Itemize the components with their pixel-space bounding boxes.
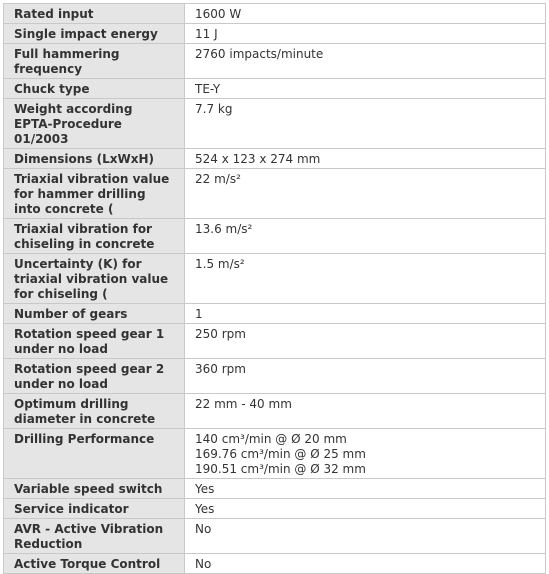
- spec-row: [4, 254, 546, 304]
- spec-value-line: 13.6 m/s²: [195, 222, 253, 236]
- spec-value-line: Yes: [195, 482, 215, 496]
- spec-table-container: [3, 3, 546, 574]
- spec-value: [185, 24, 546, 44]
- spec-label: Drilling Performance: [4, 429, 185, 479]
- spec-label: Single impact energy: [4, 24, 185, 44]
- spec-value: [185, 169, 546, 219]
- spec-value-line: 169.76 cm³/min @ Ø 25 mm: [195, 447, 366, 461]
- spec-value: [185, 254, 546, 304]
- spec-value-line: 140 cm³/min @ Ø 20 mm: [195, 432, 347, 446]
- spec-row: [4, 99, 546, 149]
- spec-value: [185, 4, 546, 24]
- spec-label: Dimensions (LxWxH): [4, 149, 185, 169]
- spec-value: [185, 324, 546, 359]
- spec-label: Triaxial vibration for chiseling in concrete: [4, 219, 185, 254]
- spec-value-line: 190.51 cm³/min @ Ø 32 mm: [195, 462, 366, 476]
- spec-row: [4, 304, 546, 324]
- spec-label: Uncertainty (K) for triaxial vibration value for chiseling (: [4, 254, 185, 304]
- spec-value: [185, 519, 546, 554]
- spec-value: [185, 99, 546, 149]
- spec-table-body: [4, 4, 546, 574]
- spec-row: [4, 324, 546, 359]
- spec-value: [185, 79, 546, 99]
- spec-value: [185, 429, 546, 479]
- spec-row: [4, 519, 546, 554]
- spec-row: [4, 394, 546, 429]
- spec-label: Active Torque Control: [4, 554, 185, 574]
- spec-value-line: 250 rpm: [195, 327, 246, 341]
- spec-row: [4, 359, 546, 394]
- spec-value-line: No: [195, 557, 212, 571]
- spec-label: Triaxial vibration value for hammer drilling into concrete (: [4, 169, 185, 219]
- spec-table: [3, 3, 546, 574]
- spec-row: [4, 429, 546, 479]
- spec-value-line: Yes: [195, 502, 215, 516]
- spec-value-line: 2760 impacts/minute: [195, 47, 324, 61]
- spec-value: [185, 304, 546, 324]
- spec-label: Full hammering frequency: [4, 44, 185, 79]
- spec-value-line: 360 rpm: [195, 362, 246, 376]
- spec-label: Number of gears: [4, 304, 185, 324]
- spec-value: [185, 219, 546, 254]
- spec-value: [185, 479, 546, 499]
- spec-row: [4, 479, 546, 499]
- spec-label: Optimum drilling diameter in concrete: [4, 394, 185, 429]
- spec-row: [4, 79, 546, 99]
- spec-row: [4, 4, 546, 24]
- spec-label: Service indicator: [4, 499, 185, 519]
- spec-value: [185, 394, 546, 429]
- spec-value-line: No: [195, 522, 212, 536]
- spec-row: [4, 149, 546, 169]
- spec-row: [4, 499, 546, 519]
- spec-label: Rotation speed gear 1 under no load: [4, 324, 185, 359]
- spec-label: AVR - Active Vibration Reduction: [4, 519, 185, 554]
- spec-value-line: 1.5 m/s²: [195, 257, 245, 271]
- spec-value-line: 1: [195, 307, 203, 321]
- spec-value-line: 22 mm - 40 mm: [195, 397, 292, 411]
- spec-value-line: 1600 W: [195, 7, 242, 21]
- spec-label: Chuck type: [4, 79, 185, 99]
- spec-value-line: 11 J: [195, 27, 218, 41]
- spec-value: [185, 359, 546, 394]
- spec-row: [4, 44, 546, 79]
- spec-label: Rotation speed gear 2 under no load: [4, 359, 185, 394]
- spec-value-line: 7.7 kg: [195, 102, 233, 116]
- spec-value-line: 524 x 123 x 274 mm: [195, 152, 321, 166]
- spec-value: [185, 149, 546, 169]
- spec-row: [4, 24, 546, 44]
- spec-row: [4, 169, 546, 219]
- spec-label: Rated input: [4, 4, 185, 24]
- spec-value: [185, 44, 546, 79]
- spec-value-line: TE-Y: [195, 82, 221, 96]
- spec-row: [4, 219, 546, 254]
- spec-label: Variable speed switch: [4, 479, 185, 499]
- spec-value-line: 22 m/s²: [195, 172, 241, 186]
- spec-value: [185, 499, 546, 519]
- spec-label: Weight according EPTA-Procedure 01/2003: [4, 99, 185, 149]
